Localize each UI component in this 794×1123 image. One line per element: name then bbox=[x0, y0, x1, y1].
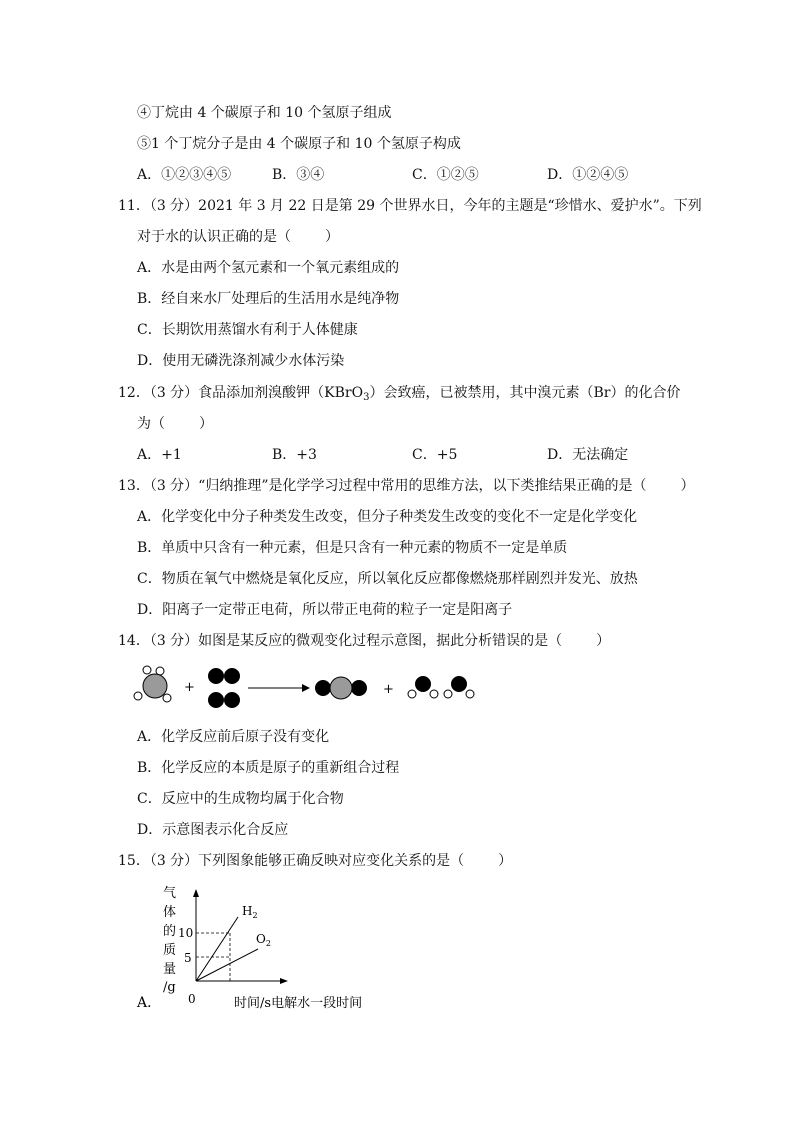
reaction-diagram bbox=[130, 658, 490, 720]
q12-option-b: B．+3 bbox=[272, 447, 317, 463]
q12-stem-line2 bbox=[137, 414, 213, 434]
plus-sign-1: + bbox=[184, 680, 195, 695]
reaction-arrow bbox=[248, 684, 310, 692]
graph-y-arrow bbox=[193, 889, 199, 897]
q14-stem-close: ） bbox=[596, 633, 611, 649]
graph-x-arrow bbox=[280, 978, 288, 984]
atom-small-white bbox=[444, 690, 452, 698]
molecule-ch4 bbox=[134, 666, 171, 702]
atom-small-white bbox=[430, 690, 438, 698]
q12-stem-line1 bbox=[118, 383, 680, 408]
atom-black bbox=[208, 692, 224, 708]
atom-black bbox=[451, 676, 467, 692]
q14-stem bbox=[118, 631, 610, 651]
q11-option-a: A．水是由两个氢元素和一个氧元素组成的 bbox=[137, 260, 400, 276]
atom-small-white bbox=[143, 666, 151, 674]
atom-black bbox=[315, 680, 331, 696]
atom-small-white bbox=[408, 690, 416, 698]
q14-option-b: B．化学反应的本质是原子的重新组合过程 bbox=[137, 760, 400, 776]
electrolysis-graph bbox=[130, 877, 400, 1022]
atom-small-white bbox=[134, 692, 142, 700]
q12-stem-text-a: 12．（3 分）食品添加剂溴酸钾（KBrO bbox=[118, 385, 364, 401]
q14-option-a: A．化学反应前后原子没有变化 bbox=[137, 729, 330, 745]
ylabel-char: 体 bbox=[163, 905, 177, 920]
q13-option-c: C．物质在氧气中燃烧是氧化反应，所以氧化反应都像燃烧那样剧烈并发光、放热 bbox=[137, 571, 638, 587]
q10-item-4: ④丁烷由 4 个碳原子和 10 个氢原子组成 bbox=[137, 105, 392, 121]
atom-black bbox=[415, 676, 431, 692]
q12-stem-text-c: 为（ bbox=[137, 416, 165, 432]
ylabel-char: 量 bbox=[163, 962, 177, 977]
q12-option-c: C．+5 bbox=[412, 447, 458, 463]
q11-stem-line1: 11．（3 分）2021 年 3 月 22 日是第 29 个世界水日，今年的主题是“珍惜水、爱护水”。下列 bbox=[118, 198, 702, 214]
q13-option-d: D．阳离子一定带正电荷，所以带正电荷的粒子一定是阳离子 bbox=[137, 602, 513, 618]
q11-stem-line2 bbox=[137, 227, 339, 247]
q12-option-d: D．无法确定 bbox=[547, 447, 629, 463]
atom-small-white bbox=[466, 690, 474, 698]
atom-grey bbox=[143, 674, 167, 698]
atom-black bbox=[351, 680, 367, 696]
ylabel-char: /g bbox=[163, 980, 176, 995]
q13-stem-close: ） bbox=[680, 478, 695, 494]
graph-origin: 0 bbox=[188, 992, 196, 1006]
q10-option-b: B．③④ bbox=[272, 167, 325, 183]
q10-option-a: A．①②③④⑤ bbox=[137, 167, 232, 183]
atom-black bbox=[208, 668, 224, 684]
q11-stem-close: ） bbox=[325, 229, 339, 245]
q15-stem-text: 15．（3 分）下列图象能够正确反映对应变化关系的是（ bbox=[118, 853, 465, 869]
series-h2-line bbox=[196, 917, 238, 981]
atom-grey bbox=[330, 677, 352, 699]
atom-small-white bbox=[163, 694, 171, 702]
q11-option-d: D．使用无磷洗涤剂减少水体污染 bbox=[137, 353, 345, 369]
q11-stem-text: 对于水的认识正确的是（ bbox=[137, 229, 291, 245]
q10-item-5: ⑤1 个丁烷分子是由 4 个碳原子和 10 个氢原子构成 bbox=[137, 136, 461, 152]
ylabel-char: 的 bbox=[163, 924, 177, 939]
molecule-h2o-1 bbox=[408, 676, 438, 698]
q13-option-a: A．化学变化中分子种类发生改变，但分子种类发生改变的变化不一定是化学变化 bbox=[137, 509, 638, 525]
ylabel-char: 质 bbox=[163, 943, 177, 958]
q12-option-a: A．+1 bbox=[137, 447, 182, 463]
q10-option-c: C．①②⑤ bbox=[412, 167, 479, 183]
ylabel-char: 气 bbox=[163, 886, 177, 901]
q12-stem-subscript: 3 bbox=[363, 392, 370, 403]
q14-option-c: C．反应中的生成物均属于化合物 bbox=[137, 791, 344, 807]
graph-ylabel bbox=[163, 886, 176, 995]
series-o2-line bbox=[196, 949, 258, 981]
q14-stem-text: 14．（3 分）如图是某反应的微观变化过程示意图，据此分析错误的是（ bbox=[118, 633, 563, 649]
q15-stem bbox=[118, 851, 512, 871]
q10-option-d: D．①②④⑤ bbox=[547, 167, 629, 183]
series-o2-label: $O_2$ bbox=[256, 932, 271, 948]
q13-option-b: B．单质中只含有一种元素，但是只含有一种元素的物质不一定是单质 bbox=[137, 540, 568, 556]
q14-option-d: D．示意图表示化合反应 bbox=[137, 822, 289, 838]
molecule-co2 bbox=[315, 677, 367, 699]
q15-option-a-label: A． bbox=[137, 995, 162, 1011]
q12-stem-close: ） bbox=[199, 416, 213, 432]
molecule-h2o-2 bbox=[444, 676, 474, 698]
series-h2-label: $H_2$ bbox=[242, 904, 258, 920]
q13-stem-text: 13．（3 分）“归纳推理”是化学学习过程中常用的思维方法，以下类推结果正确的是（ bbox=[118, 478, 647, 494]
q12-stem-text-b: ）会致癌，已被禁用，其中溴元素（Br）的化合价 bbox=[369, 385, 681, 401]
molecule-o2-pair bbox=[208, 668, 240, 708]
atom-black bbox=[224, 668, 240, 684]
y-tick-10: 10 bbox=[178, 926, 194, 940]
y-tick-5: 5 bbox=[184, 951, 192, 965]
atom-black bbox=[224, 692, 240, 708]
q13-stem bbox=[118, 476, 694, 496]
q15-stem-close: ） bbox=[498, 853, 513, 869]
plus-sign-2: + bbox=[383, 682, 394, 697]
graph-xlabel: 时间/s电解水一段时间 bbox=[234, 996, 363, 1011]
q11-option-b: B．经自来水厂处理后的生活用水是纯净物 bbox=[137, 291, 400, 307]
q11-option-c: C．长期饮用蒸馏水有利于人体健康 bbox=[137, 322, 358, 338]
